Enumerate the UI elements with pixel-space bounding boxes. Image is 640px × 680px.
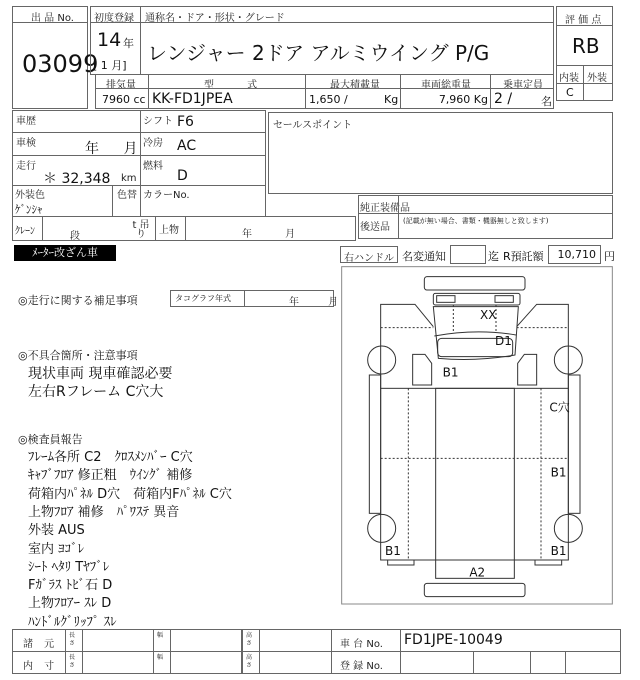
grade-score-cell (556, 25, 613, 66)
height-value-cell (259, 651, 332, 674)
model: KK-FD1JPEA (152, 91, 233, 107)
length-label-cell (65, 651, 83, 674)
diagram-frame (342, 267, 613, 604)
mark-d1: D1 (495, 334, 512, 348)
inspector-line: ﾊﾝﾄﾞﾙｸﾞﾘｯﾌﾟ ｽﾚ (28, 614, 117, 630)
displacement: 7960 cc (102, 93, 146, 106)
color-no-cell (140, 185, 266, 217)
model-cell (148, 88, 306, 109)
reg-cell-4 (565, 651, 621, 674)
capacity: 2 / (494, 91, 513, 107)
inspector-line: ﾌﾚｰﾑ各所 C2 ｸﾛｽﾒﾝﾊﾞｰ C穴 (28, 450, 193, 465)
genuine-label-cell (358, 195, 410, 214)
name-label: 通称名・ドア・形状・グレード (145, 13, 285, 24)
exterior-label: 外装 (587, 73, 607, 84)
max-load-label-cell (305, 74, 401, 89)
height-label: 高さ (246, 654, 253, 669)
max-load-cell (305, 88, 401, 109)
year-unit: 年 (123, 37, 134, 50)
vehicle-damage-diagram (340, 265, 620, 625)
bed-center (436, 388, 515, 578)
color: ｹﾞﾝｼｬ (15, 203, 43, 216)
grade-label: 評 価 点 (565, 15, 602, 26)
width-value-cell (170, 629, 242, 652)
mileage-unit: km (121, 173, 137, 184)
crane-stage: 段 (70, 231, 80, 242)
history-label: 車歴 (16, 116, 36, 127)
reg-label: 登 録 No. (340, 661, 383, 672)
later-value-cell (398, 213, 613, 239)
color-no-label: カラーNo. (143, 190, 190, 201)
tacho-value: 年 月 (289, 297, 339, 308)
height-label: 高さ (246, 632, 253, 647)
inspector-line: 外装 AUS (28, 523, 85, 539)
front-bumper (424, 277, 525, 290)
grade-label-cell (556, 6, 613, 26)
gross-weight-label-cell (400, 74, 491, 89)
vehicle-name: レンジャー 2ドア アルミウイング P/G (147, 41, 490, 65)
lot-number-cell (12, 22, 99, 109)
body-label-cell (155, 216, 186, 241)
right-hand-label: 右ハンドル (344, 253, 394, 264)
first-reg-year: 14 (97, 29, 122, 51)
headlight-left (437, 296, 455, 303)
body-date: 年 月 (242, 229, 296, 240)
inner-label-cell (12, 651, 66, 674)
inspection-cell (12, 132, 141, 156)
exterior-grade-cell (583, 83, 613, 101)
exterior-label-cell (583, 65, 613, 84)
tacho-box (170, 290, 339, 308)
capacity-label: 乗車定員 (503, 80, 543, 91)
body-label: 上物 (159, 225, 179, 236)
displacement-cell (95, 88, 149, 109)
gross-weight-label: 車両総重量 (421, 80, 471, 91)
cab-sides (381, 304, 569, 388)
fuel-label: 燃料 (143, 161, 163, 172)
reg-cell-3 (530, 651, 566, 674)
inspection: 年 月 (85, 141, 138, 157)
until-label: 迄 (488, 250, 499, 263)
gross-weight-cell (400, 88, 491, 109)
mark-a2: A2 (469, 565, 486, 580)
mark-b1-rear-left: B1 (385, 544, 401, 558)
rear-bumper (424, 583, 525, 596)
interior-grade-cell (556, 83, 584, 101)
grade-score: RB (572, 34, 600, 58)
lot-label-cell (12, 6, 88, 23)
mileage-cell (12, 155, 141, 186)
chassis-no-cell (400, 629, 621, 652)
interior-label: 内装 (559, 73, 579, 84)
meter-tampered-badge: ﾒｰﾀｰ改ざん車 (14, 245, 116, 261)
lot-label: 出 品 No. (31, 13, 74, 24)
mark-b1-side: B1 (550, 465, 567, 480)
inspection-label: 車検 (16, 138, 36, 149)
genuine-value-cell (398, 195, 613, 214)
mark-b1-cab: B1 (442, 365, 459, 380)
chassis-no: FD1JPE-10049 (404, 632, 503, 648)
reg-cell-1 (400, 651, 474, 674)
chassis-label-cell (331, 629, 401, 652)
inspector-line: 室内 ﾖｺﾞﾚ (28, 541, 85, 557)
vehicle-name-cell (140, 22, 554, 75)
side-step-left (369, 375, 380, 513)
side-step-right (568, 375, 580, 513)
model-label-cell (148, 74, 306, 89)
length-value-cell (82, 629, 154, 652)
mark-c-hole: C穴 (549, 400, 570, 415)
crane-ton: t 吊り (132, 220, 150, 240)
wheel-rear-left (368, 514, 396, 542)
mark-b1-rear-right: B1 (550, 544, 567, 558)
mileage-notes-title: ◎走行に関する補足事項 (18, 294, 138, 307)
tab-left (388, 560, 414, 565)
length-value-cell (82, 651, 154, 674)
model-label: 型 式 (204, 80, 258, 91)
inner-label: 内 寸 (23, 661, 55, 672)
history-cell (12, 110, 141, 133)
ac: AC (177, 138, 197, 154)
length-label: 長さ (69, 632, 76, 647)
grille (433, 293, 520, 305)
defect-line: 現状車両 現車確認必要 (28, 366, 173, 382)
width-value-cell (170, 651, 242, 674)
body-date-cell (185, 216, 356, 241)
tacho-label: タコグラフ年式 (175, 294, 231, 303)
inspector-line: 荷箱内ﾊﾟﾈﾙ D穴 荷箱内Fﾊﾟﾈﾙ C穴 (28, 486, 232, 502)
first-reg-cell (90, 22, 141, 75)
displacement-label-cell (95, 74, 149, 89)
tacho-label-cell (171, 291, 245, 306)
max-load: 1,650 / (309, 93, 348, 106)
interior-grade: C (566, 86, 574, 99)
tab-right (535, 560, 562, 565)
displacement-label: 排気量 (106, 80, 136, 91)
reg-label-cell (331, 651, 401, 674)
yen-label: 円 (604, 250, 615, 263)
lot-number: 03099 (22, 50, 99, 78)
shift-label: シフト (143, 116, 173, 127)
crane-label-cell (12, 216, 43, 241)
wheel-front-left (368, 346, 396, 374)
inspector-line: 上物ﾌﾛｱｰ ｽﾚ D (28, 596, 112, 612)
capacity-cell (490, 88, 554, 109)
spec-label-cell (12, 629, 66, 652)
capacity-unit: 名 (541, 95, 552, 108)
width-label: 幅 (157, 654, 164, 661)
name-change-box (450, 245, 486, 264)
height-label-cell (242, 629, 260, 652)
mileage: ＊ 32,348 (43, 171, 111, 187)
reg-cell-2 (473, 651, 531, 674)
inspector-line: 上物ﾌﾛｱ 補修 ﾊﾟﾜｽﾃ 異音 (28, 504, 180, 520)
headlight-right (495, 296, 513, 303)
crane-label: ｸﾚｰﾝ (15, 226, 35, 237)
inspector-line: Fｶﾞﾗｽ ﾄﾋﾞ石 D (28, 578, 113, 594)
sales-point-label: セールスポイント (273, 120, 353, 131)
mark-xx: XX (480, 308, 497, 322)
later-label-cell (358, 213, 399, 239)
max-load-unit: Kg (384, 93, 399, 106)
ac-cell (140, 132, 266, 156)
inspector-title: ◎検査員報告 (18, 433, 83, 446)
recycle-amount-box (548, 245, 601, 264)
ac-label: 冷房 (143, 138, 163, 149)
width-label-cell (153, 629, 171, 652)
color-change-label: 色替 (117, 190, 137, 201)
defect-line: 左右Rフレーム C穴大 (28, 384, 164, 400)
height-label-cell (242, 651, 260, 674)
chassis-label: 車 台 No. (340, 639, 383, 650)
defect-title: ◎不具合箇所・注意事項 (18, 349, 138, 362)
crane-cell (42, 216, 156, 241)
fuel: D (177, 168, 188, 184)
recycle-label: R預託額 (503, 250, 544, 263)
length-label-cell (65, 629, 83, 652)
sales-point-box (268, 112, 613, 194)
first-reg-month: [ 1 月] (93, 59, 127, 72)
recycle-amount: 10,710 (557, 248, 596, 261)
color-change-cell (112, 185, 141, 217)
width-label: 幅 (157, 632, 164, 639)
name-label-cell (140, 6, 554, 23)
first-reg-label-cell (90, 6, 141, 23)
shift: F6 (177, 114, 194, 130)
length-label: 長さ (69, 654, 76, 669)
mileage-label: 走行 (16, 161, 36, 172)
shift-cell (140, 110, 266, 133)
spec-label: 諸 元 (23, 639, 55, 650)
first-reg-label: 初度登録 (94, 13, 134, 24)
fuel-cell (140, 155, 266, 186)
gross-weight: 7,960 Kg (438, 93, 488, 106)
color-label: 外装色 (15, 190, 45, 201)
color-cell (12, 185, 113, 217)
genuine-label: 純正装備品 (360, 203, 410, 214)
capacity-label-cell (490, 74, 554, 89)
later-label: 後送品 (360, 222, 390, 233)
later-note: (記載が無い場合、書類・機器無しと致します) (403, 217, 549, 225)
inspector-line: ｼｰﾄ ﾍﾀﾘ Tﾔﾌﾞﾚ (28, 559, 110, 575)
height-value-cell (259, 629, 332, 652)
width-label-cell (153, 651, 171, 674)
name-change-label: 名変通知 (402, 250, 446, 263)
right-hand-badge (340, 246, 398, 263)
interior-label-cell (556, 65, 584, 84)
max-load-label: 最大積載量 (330, 80, 380, 91)
inspector-line: ｷｬﾌﾞﾌﾛｱ 修正粗 ｳｲﾝｸﾞ 補修 (28, 468, 193, 484)
